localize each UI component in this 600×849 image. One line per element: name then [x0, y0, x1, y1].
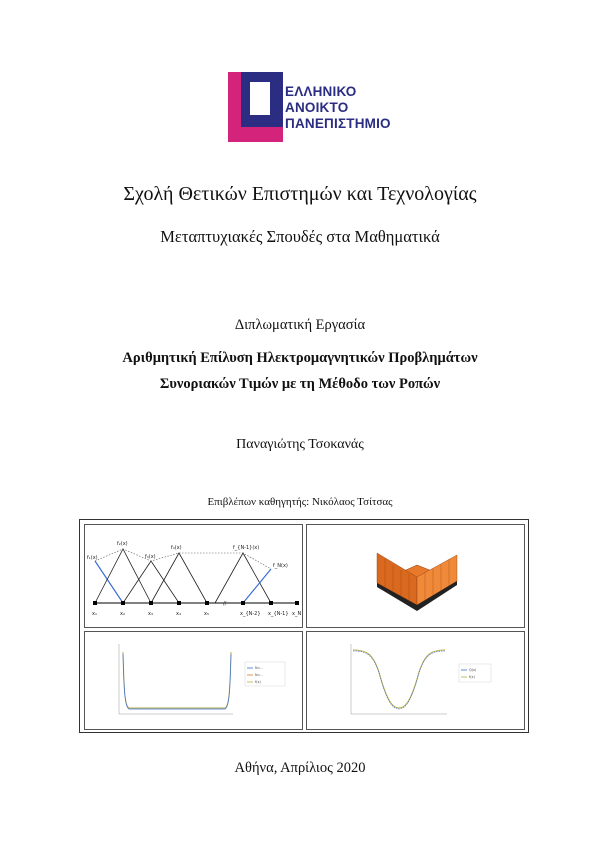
legend-right-1: f(x) — [469, 675, 475, 679]
legend-left-1: N=.. — [255, 673, 263, 677]
legend-left-0: N=.. — [255, 666, 263, 670]
thesis-type: Διπλωματική Εργασία — [234, 317, 366, 333]
logo-wordmark — [285, 84, 391, 132]
university-logo — [228, 72, 400, 142]
figure-collage — [79, 519, 529, 733]
node-label: x₅ — [204, 611, 209, 617]
node-label: x_{N-2} — [240, 611, 261, 617]
node-label: x_{N-1} — [268, 611, 289, 617]
axis-break-glyph: // — [223, 601, 227, 607]
node-label: x_N — [292, 611, 302, 617]
basis-functions-diagram — [84, 524, 303, 628]
node-label: x₄ — [176, 611, 181, 617]
school-name: Σχολή Θετικών Επιστημών και Τεχνολογίας — [123, 183, 477, 205]
basis-function-label: f₄(x) — [171, 545, 182, 551]
legend-right-0: Q(x) — [469, 668, 477, 672]
logo-mark-icon — [228, 72, 288, 142]
logo-line-1: ΕΛΛΗΝΙΚΟ — [285, 84, 357, 99]
thesis-title-line-2: Συνοριακών Τιμών με τη Μέθοδο των Ροπών — [159, 376, 441, 392]
node-label: x₁ — [92, 611, 97, 617]
author-name: Παναγιώτης Τσοκανάς — [236, 437, 364, 452]
logo-line-3: ΠΑΝΕΠΙΣΤΗΜΙΟ — [285, 116, 391, 131]
supervisor: Επιβλέπων καθηγητής: Νικόλαος Τσίτσας — [207, 496, 393, 508]
logo-line-2: ΑΝΟΙΚΤΟ — [285, 100, 349, 115]
program-name: Μεταπτυχιακές Σπουδές στα Μαθηματικά — [160, 227, 440, 246]
node-label: x₂ — [120, 611, 125, 617]
node-label: x₃ — [148, 611, 153, 617]
line-plot-right — [306, 631, 525, 730]
line-plot-left — [84, 631, 303, 730]
basis-function-label: f_N(x) — [273, 563, 288, 569]
surface-plot-3d — [306, 524, 525, 628]
basis-function-label: f₃(x) — [145, 554, 156, 560]
thesis-title-line-1: Αριθμητική Επίλυση Ηλεκτρομαγνητικών Προβλημάτων — [122, 350, 478, 366]
legend-left-2: f(x) — [255, 680, 261, 684]
place-date: Αθήνα, Απρίλιος 2020 — [234, 760, 366, 776]
basis-function-label: f₂(x) — [117, 541, 128, 547]
basis-function-label: f_{N-1}(x) — [233, 545, 260, 551]
basis-function-label: f₁(x) — [87, 555, 98, 561]
